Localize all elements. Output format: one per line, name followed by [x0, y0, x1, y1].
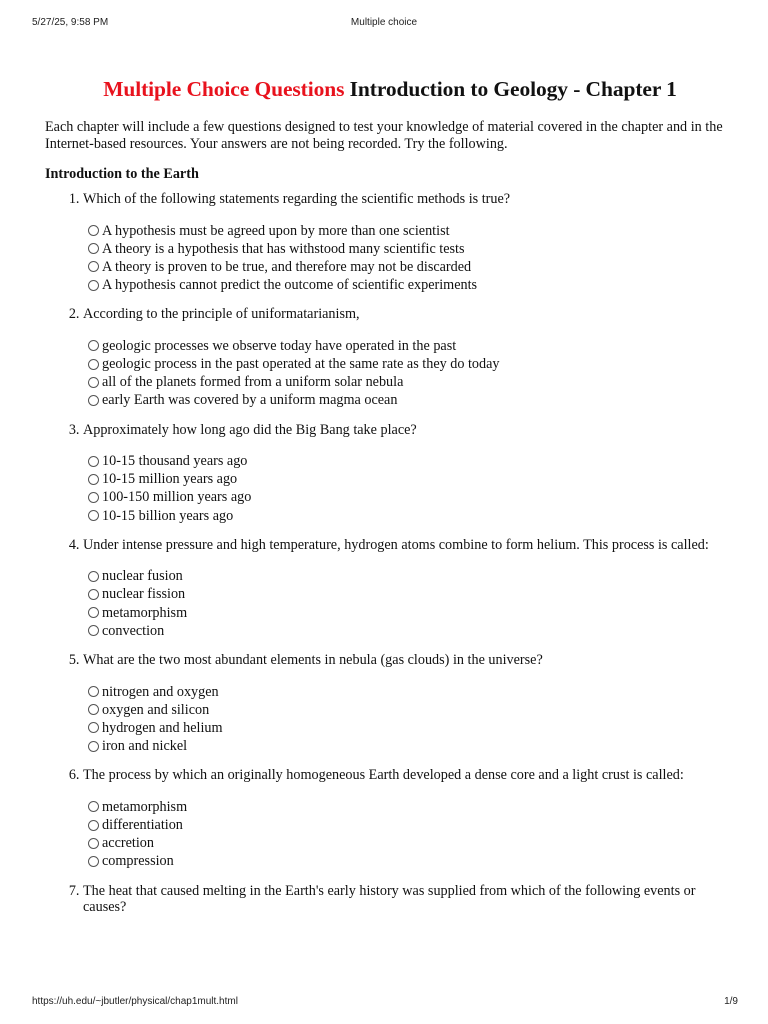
answer-option[interactable] [88, 567, 735, 585]
answer-option-label: metamorphism [102, 798, 188, 815]
answer-choices [88, 337, 735, 410]
radio-button-icon[interactable] [88, 243, 99, 254]
radio-button-icon[interactable] [88, 225, 99, 236]
print-page-number: 1/9 [724, 996, 738, 1007]
radio-button-icon[interactable] [88, 589, 99, 600]
answer-option[interactable] [88, 337, 735, 355]
radio-button-icon[interactable] [88, 492, 99, 503]
answer-choices [88, 683, 735, 756]
answer-option[interactable] [88, 276, 735, 294]
radio-button-icon[interactable] [88, 474, 99, 485]
question-text: 5. What are the two most abundant elements in nebula (gas clouds) in the universe? [83, 652, 543, 668]
answer-option[interactable] [88, 222, 735, 240]
radio-button-icon[interactable] [88, 377, 99, 388]
radio-button-icon[interactable] [88, 359, 99, 370]
answer-option-label: geologic process in the past operated at the same rate as they do today [102, 355, 500, 372]
answer-option-label: accretion [102, 835, 154, 852]
answer-option[interactable] [88, 719, 735, 737]
question-text: 6. The process by which an originally homogeneous Earth developed a dense core and a light crust is called: [83, 767, 684, 784]
answer-choices [88, 798, 735, 871]
radio-button-icon[interactable] [88, 801, 99, 812]
answer-option-label: differentiation [102, 816, 183, 833]
radio-button-icon[interactable] [88, 625, 99, 636]
answer-option-label: 10-15 million years ago [102, 471, 238, 488]
page-title [45, 73, 735, 105]
answer-option[interactable] [88, 604, 735, 622]
radio-button-icon[interactable] [88, 704, 99, 715]
answer-option-label: nitrogen and oxygen [102, 683, 219, 700]
radio-button-icon[interactable] [88, 510, 99, 521]
answer-option-label: A theory is a hypothesis that has withstood many scientific tests [102, 240, 465, 257]
answer-option-label: 10-15 thousand years ago [102, 453, 248, 469]
answer-option-label: compression [102, 853, 174, 870]
answer-option[interactable] [88, 701, 735, 719]
radio-button-icon[interactable] [88, 838, 99, 849]
radio-button-icon[interactable] [88, 741, 99, 752]
answer-option[interactable] [88, 683, 735, 701]
question-list [45, 191, 735, 916]
answer-option-label: nuclear fusion [102, 568, 183, 585]
page-title-chapter: Introduction to Geology - Chapter 1 [349, 77, 677, 101]
section-heading: Introduction to the Earth [45, 166, 199, 182]
answer-option-label: A hypothesis must be agreed upon by more than one scientist [102, 222, 450, 239]
radio-button-icon[interactable] [88, 722, 99, 733]
answer-option-label: 10-15 billion years ago [102, 507, 234, 524]
page-title-red: Multiple Choice Questions [103, 77, 345, 101]
question-item [83, 422, 735, 525]
intro-paragraph: Each chapter will include a few questions designed to test your knowledge of material covered in the chapter and in the Internet-based resources. Your answers are not being recorded. Try the following. [45, 119, 723, 152]
radio-button-icon[interactable] [88, 261, 99, 272]
answer-option[interactable] [88, 737, 735, 755]
print-datetime: 5/27/25, 9:58 PM [32, 17, 109, 28]
radio-button-icon[interactable] [88, 607, 99, 618]
question-item [83, 306, 735, 409]
question-text: 1. Which of the following statements regarding the scientific methods is true? [83, 191, 511, 207]
answer-option[interactable] [88, 622, 735, 640]
radio-button-icon[interactable] [88, 395, 99, 406]
answer-option[interactable] [88, 816, 735, 834]
question-item [83, 537, 735, 640]
answer-option[interactable] [88, 834, 735, 852]
answer-option[interactable] [88, 373, 735, 391]
answer-option[interactable] [88, 470, 735, 488]
print-footer [0, 996, 768, 1010]
answer-option[interactable] [88, 507, 735, 525]
radio-button-icon[interactable] [88, 571, 99, 582]
answer-option-label: all of the planets formed from a uniform solar nebula [102, 374, 404, 391]
answer-option[interactable] [88, 798, 735, 816]
question-item [83, 767, 735, 870]
answer-option-label: early Earth was covered by a uniform magma ocean [102, 392, 398, 409]
print-page-title: Multiple choice [350, 17, 418, 28]
radio-button-icon[interactable] [88, 820, 99, 831]
question-item [83, 191, 735, 294]
question-item [83, 883, 735, 916]
answer-option[interactable] [88, 452, 735, 470]
radio-button-icon[interactable] [88, 856, 99, 867]
answer-option-label: geologic processes we observe today have operated in the past [102, 337, 457, 354]
answer-option-label: metamorphism [102, 604, 188, 621]
question-text: 3. Approximately how long ago did the Big Bang take place? [83, 421, 417, 438]
answer-choices [88, 222, 735, 295]
answer-option-label: A hypothesis cannot predict the outcome of scientific experiments [102, 277, 478, 294]
answer-choices [88, 567, 735, 640]
answer-option-label: hydrogen and helium [102, 719, 223, 736]
answer-choices [88, 452, 735, 525]
answer-option-label: iron and nickel [102, 738, 188, 755]
print-url: https://uh.edu/~jbutler/physical/chap1mult.html [32, 996, 238, 1007]
radio-button-icon[interactable] [88, 686, 99, 697]
question-text: 2. According to the principle of uniformatarianism, [83, 306, 360, 323]
answer-option-label: A theory is proven to be true, and therefore may not be discarded [102, 258, 472, 275]
document-content [45, 73, 735, 916]
question-text: 7. The heat that caused melting in the Earth's early history was supplied from which of the following events or causes? [83, 882, 696, 915]
answer-option[interactable] [88, 355, 735, 373]
answer-option[interactable] [88, 488, 735, 506]
radio-button-icon[interactable] [88, 340, 99, 351]
answer-option-label: convection [102, 622, 165, 639]
answer-option-label: oxygen and silicon [102, 701, 210, 718]
answer-option[interactable] [88, 852, 735, 870]
radio-button-icon[interactable] [88, 280, 99, 291]
radio-button-icon[interactable] [88, 456, 99, 467]
question-text: 4. Under intense pressure and high temperature, hydrogen atoms combine to form helium. This process is called: [83, 536, 709, 553]
answer-option-label: 100-150 million years ago [102, 489, 252, 506]
answer-option[interactable] [88, 240, 735, 258]
answer-option[interactable] [88, 585, 735, 603]
question-item [83, 652, 735, 755]
answer-option-label: nuclear fission [102, 586, 186, 603]
answer-option[interactable] [88, 258, 735, 276]
print-header [0, 17, 768, 31]
answer-option[interactable] [88, 391, 735, 409]
